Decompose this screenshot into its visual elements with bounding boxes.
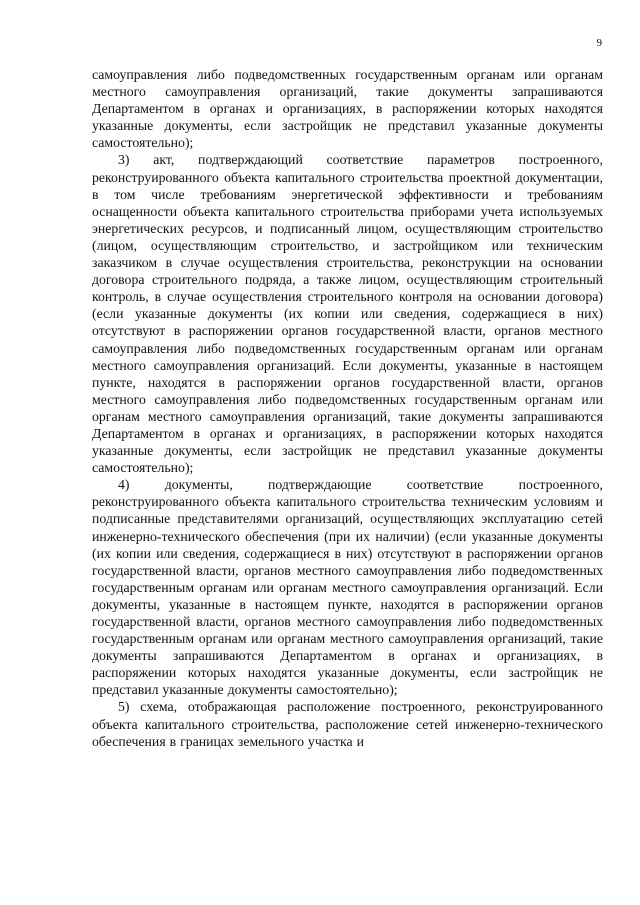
paragraph-continuation: самоуправления либо подведомственных государственным органам или органам местного самоуправления организаций, такие документы запрашиваются Департаментом в органах и организациях, в распоряжении которых находятся указанные документы, если застройщик не представил указанные документы самостоятельно); <box>92 67 603 151</box>
paragraph-item-3: 3) акт, подтверждающий соответствие параметров построенного, реконструированного объекта капитального строительства проектной документации, в том числе требованиям энергетической эффективности и требованиям оснащенности объекта капитального строительства приборами учета используемых энергетических ресурсов, и подписанный лицом, осуществляющим строительство (лицом, осуществляющим строительство, и застройщиком или техническим заказчиком в случае осуществления строительства, реконструкции на основании договора строительного подряда, а также лицом, осуществляющим строительный контроль, в случае осуществления строительного контроля на основании договора) (если указанные документы (их копии или сведения, содержащиеся в них) отсутствуют в распоряжении органов государственной власти, органов местного самоуправления либо подведомственных государственным органам или органам местного самоуправления организаций. Если документы, указанные в настоящем пункте, находятся в распоряжении органов государственной власти, органов местного самоуправления либо подведомственных государственным органам или органам местного самоуправления организаций, такие документы запрашиваются Департаментом в органах и организациях, в распоряжении которых находятся указанные документы, если застройщик не представил указанные документы самостоятельно); <box>92 152 603 476</box>
body-text <box>92 66 603 750</box>
page-number: 9 <box>596 37 602 49</box>
paragraph-item-4: 4) документы, подтверждающие соответствие построенного, реконструированного объекта капитального строительства техническим условиям и подписанные представителями организаций, осуществляющих эксплуатацию сетей инженерно-технического обеспечения (при их наличии) (если указанные документы (их копии или сведения, содержащиеся в них) отсутствуют в распоряжении органов государственной власти, органов местного самоуправления либо подведомственных государственным органам или органам местного самоуправления организаций. Если документы, указанные в настоящем пункте, находятся в распоряжении органов государственной власти, органов местного самоуправления либо подведомственных государственным органам или органам местного самоуправления организаций, такие документы запрашиваются Департаментом в органах и организациях, в распоряжении которых находятся указанные документы, если застройщик не представил указанные документы самостоятельно); <box>92 477 603 698</box>
paragraph-item-5: 5) схема, отображающая расположение построенного, реконструированного объекта капитального строительства, расположение сетей инженерно-технического обеспечения в границах земельного участка и <box>92 699 603 749</box>
